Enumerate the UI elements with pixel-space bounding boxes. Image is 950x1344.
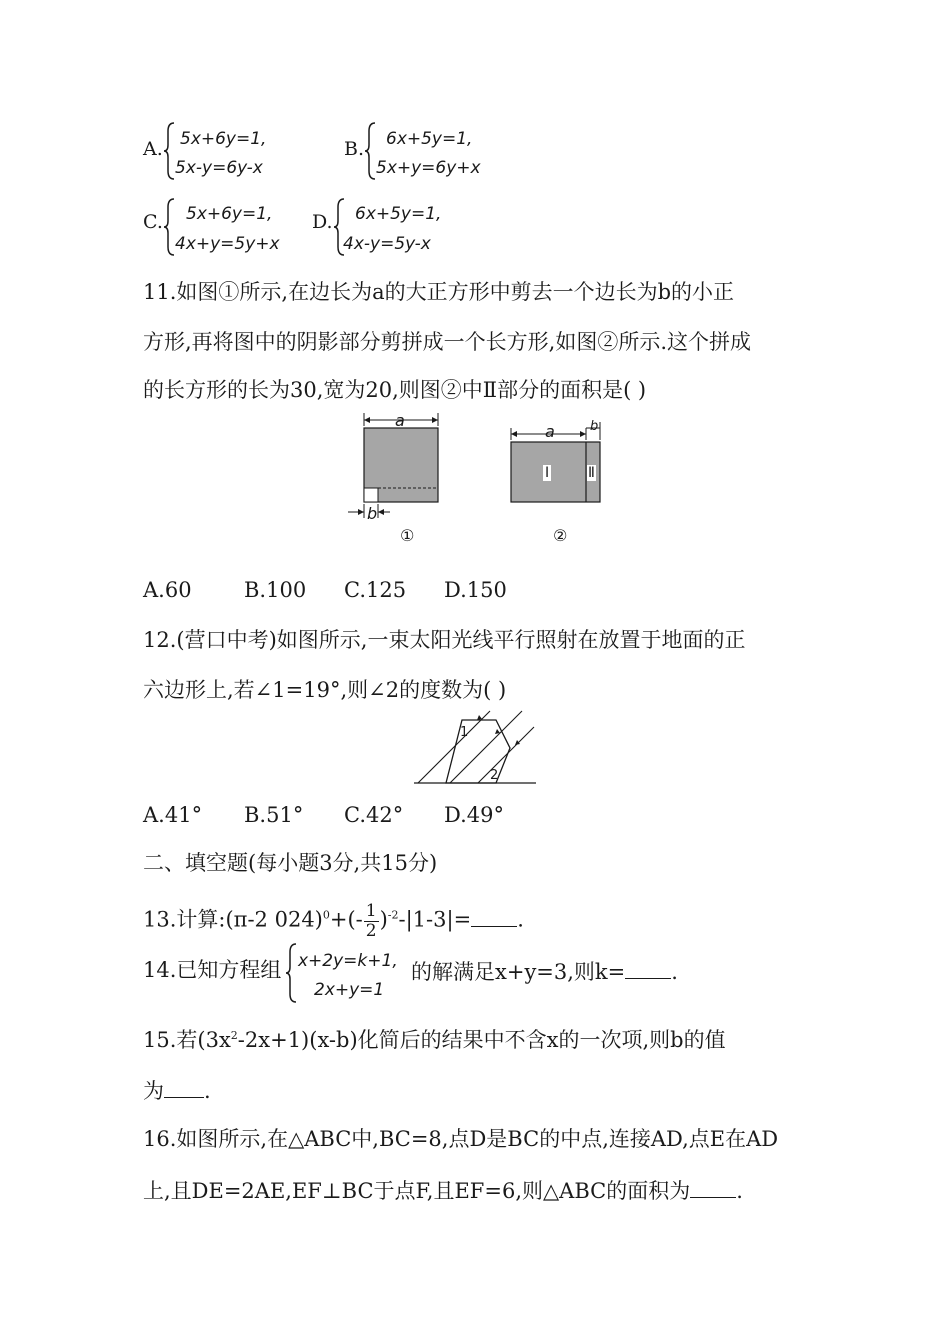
equation-1: 5x+6y=1, [186, 204, 273, 224]
left-brace-icon [162, 197, 176, 257]
q13-exponent-neg2: -2 [387, 908, 399, 922]
question-text-line [143, 1079, 211, 1102]
question-text-line: 方形,再将图中的阴影部分剪拼成一个长方形,如图②所示.这个拼成 [143, 330, 752, 354]
figure-2-rectangle-diagram [505, 420, 615, 510]
answer-option-c: C.42° [344, 803, 404, 827]
q15-exponent: 2 [230, 1029, 238, 1042]
left-brace-icon [162, 121, 176, 181]
answer-option-a: A.41° [143, 803, 203, 827]
hexagon-sunlight-diagram [410, 708, 540, 788]
region-label-2: Ⅱ [588, 465, 595, 481]
option-label: D. [312, 211, 333, 233]
answer-blank[interactable] [625, 960, 671, 979]
q13-close: ) [379, 907, 388, 932]
q14-suffix: 的解满足x+y=3,则k= [411, 960, 626, 984]
q15-rest: -2x+1)(x-b)化简后的结果中不含x的一次项,则b的值 [237, 1028, 726, 1052]
dimension-label-a: a [395, 411, 405, 430]
q15-line2: 为 [143, 1079, 164, 1103]
figure-caption: ② [553, 526, 568, 545]
left-brace-icon [284, 942, 298, 1004]
q15-prefix: 15.若(3x [143, 1028, 231, 1052]
q13-rest: -|1-3|= [398, 907, 472, 932]
section-heading: 二、填空题(每小题3分,共15分) [143, 851, 438, 875]
q13-prefix: 13.计算:(π-2 024) [143, 907, 323, 932]
q14-suffix-line [411, 960, 678, 983]
fraction-numerator: 1 [365, 901, 377, 921]
left-brace-icon [363, 121, 377, 181]
equation-1: 5x+6y=1, [180, 129, 267, 149]
figure-caption: ① [400, 526, 415, 545]
answer-blank[interactable] [164, 1079, 204, 1098]
equation-2: 2x+y=1 [314, 980, 385, 1000]
question-text-line [143, 1179, 743, 1202]
region-label-1: Ⅰ [545, 465, 550, 481]
equation-1: 6x+5y=1, [386, 129, 473, 149]
answer-option-d: D.49° [444, 803, 504, 827]
q15-end: . [204, 1079, 211, 1103]
q16-line2: 上,且DE=2AE,EF⊥BC于点F,且EF=6,则△ABC的面积为 [143, 1179, 691, 1203]
fraction-denominator: 2 [365, 920, 377, 941]
dimension-label-a: a [545, 422, 555, 441]
q14-prefix: 14.已知方程组 [143, 958, 282, 982]
answer-option-b: B.51° [244, 803, 304, 827]
answer-blank[interactable] [690, 1179, 736, 1198]
option-label: A. [143, 138, 163, 160]
equation-1: 6x+5y=1, [355, 204, 442, 224]
equation-1: x+2y=k+1, [298, 951, 398, 971]
angle-label-2: 2 [490, 768, 499, 783]
q13-end: . [517, 907, 524, 932]
equation-2: 4x+y=5y+x [175, 234, 280, 254]
angle-label-1: 1 [460, 725, 469, 740]
question-text-line: 六边形上,若∠1=19°,则∠2的度数为( ) [143, 678, 507, 702]
q13-exponent-0: 0 [322, 908, 330, 922]
q13-plus: +(- [329, 907, 363, 932]
answer-option-a: A.60 [143, 578, 192, 602]
q14-end: . [671, 960, 678, 984]
question-text-line: 12.(营口中考)如图所示,一束太阳光线平行照射在放置于地面的正 [143, 628, 746, 652]
question-text-line: 16.如图所示,在△ABC中,BC=8,点D是BC的中点,连接AD,点E在AD [143, 1127, 779, 1151]
answer-blank[interactable] [471, 908, 517, 927]
answer-option-c: C.125 [344, 578, 407, 602]
answer-option-d: D.150 [444, 578, 507, 602]
answer-option-b: B.100 [244, 578, 307, 602]
dimension-label-b: b [590, 419, 599, 434]
q16-end: . [736, 1179, 743, 1203]
option-label: C. [143, 211, 163, 233]
equation-2: 5x-y=6y-x [175, 158, 263, 178]
question-text-line [143, 1030, 726, 1051]
question-text-line: 的长方形的长为30,宽为20,则图②中Ⅱ部分的面积是( ) [143, 378, 647, 402]
fraction-half [364, 902, 379, 940]
dimension-label-b: b [367, 504, 378, 523]
equation-2: 5x+y=6y+x [376, 158, 481, 178]
equation-2: 4x-y=5y-x [343, 234, 431, 254]
question-13 [143, 902, 524, 940]
option-label: B. [344, 138, 365, 160]
question-text-line: 11.如图①所示,在边长为a的大正方形中剪去一个边长为b的小正 [143, 280, 735, 304]
